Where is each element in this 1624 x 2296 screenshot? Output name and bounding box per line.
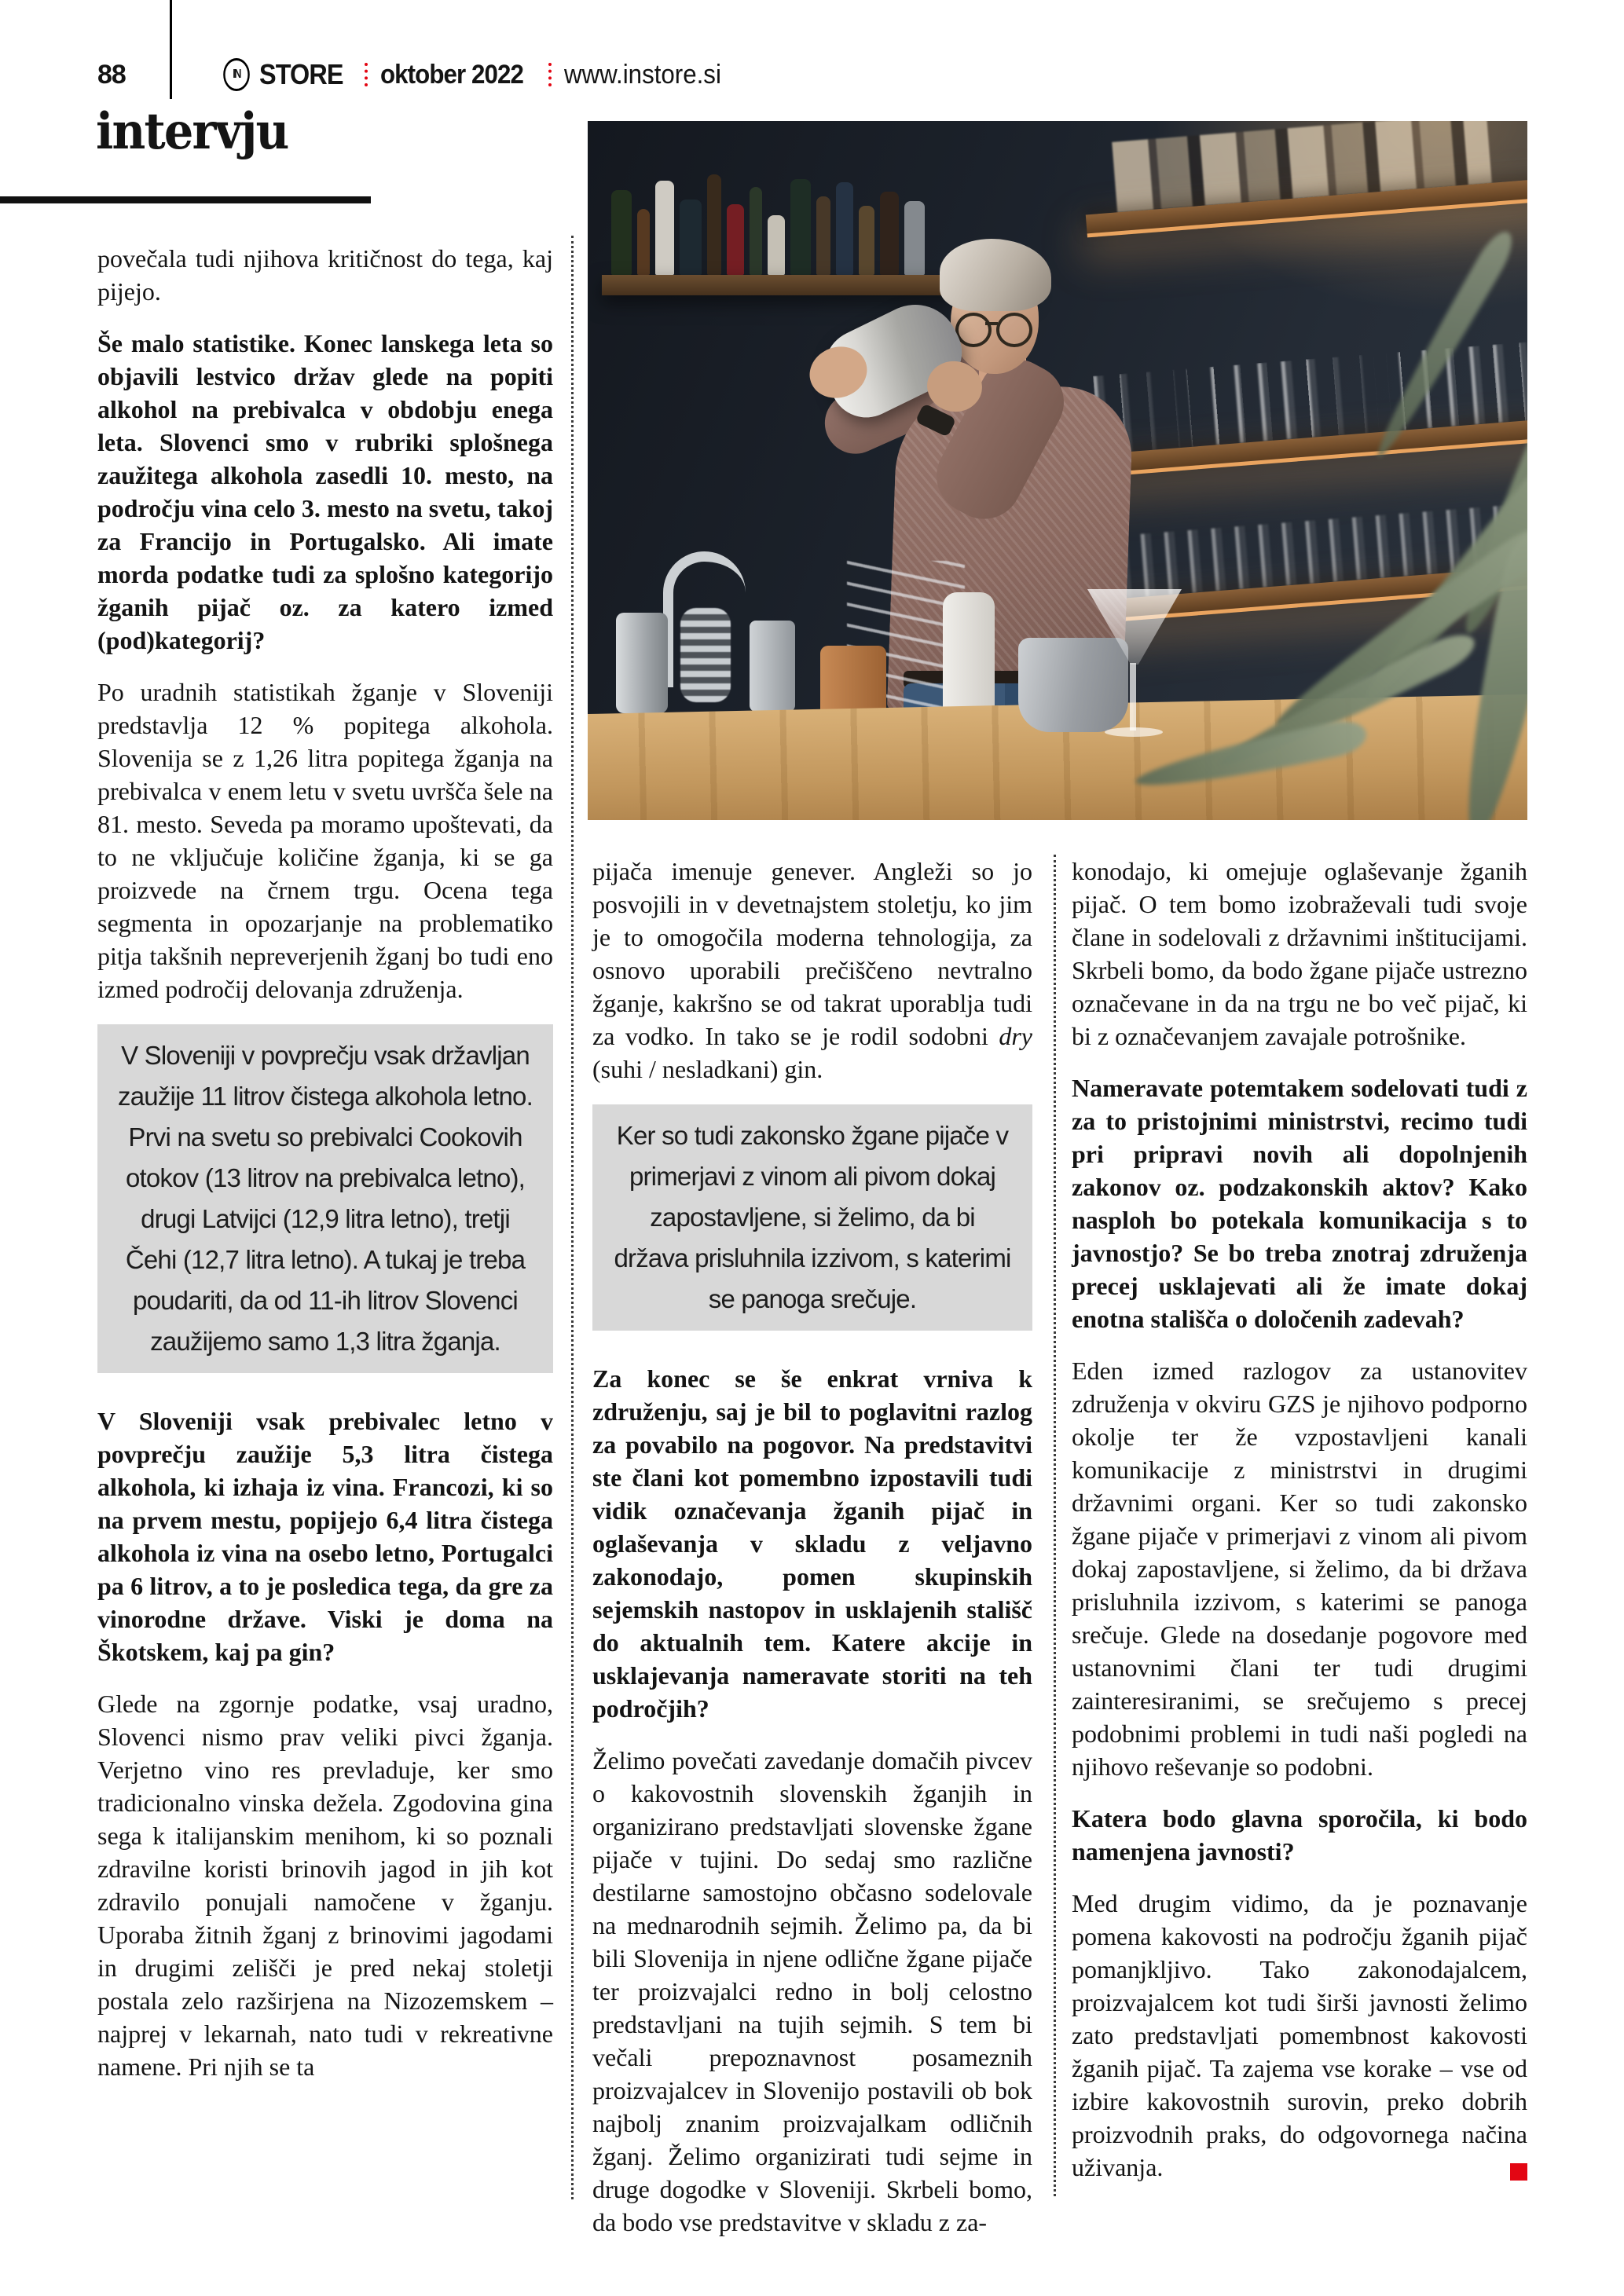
photo-bottle bbox=[816, 196, 830, 275]
article-end-mark bbox=[1510, 2163, 1527, 2181]
photo-martini-glass-base bbox=[1105, 727, 1163, 737]
bartender-eyeglasses-icon bbox=[955, 313, 1034, 344]
photo-martini-glass-stem bbox=[1130, 663, 1136, 731]
column-separator-dotted bbox=[571, 236, 574, 2199]
photo-bottle bbox=[637, 209, 650, 275]
italic-term: dry bbox=[999, 1022, 1032, 1050]
paragraph-text: (suhi / nesladkani) gin. bbox=[592, 1055, 823, 1083]
article-column-middle bbox=[592, 855, 1032, 2258]
paragraph bbox=[1072, 1887, 1527, 2184]
question-paragraph: Še malo statistike. Konec lanskega leta so objavili lestvico držav glede na popiti alkohol na prebivalca v obdobju enega leta. Slovenci smo v rubriki splošnega zaužitega alkohola zasedli 10. mesto, na področju vina celo 3. mesto na svetu, takoj za Francijo in Portugalsko. Ali imate morda podatke tudi za splošno kategorijo žganih pijač oz. za katero izmed (pod)kategorij? bbox=[97, 329, 553, 654]
photo-bottle bbox=[680, 200, 702, 275]
question-paragraph: V Sloveniji vsak prebivalec letno v povprečju zaužije 5,3 litra čistega alkohola, ki izhaja iz vina. Francozi, ki so na prvem mestu, popijejo 6,4 litra čistega alkohola iz vina na osebo letno, Portugalci pa 6 litrov, a to je posledica tega, da gre za vinorodne države. Viski je doma na Škotskem, kaj pa gin? bbox=[97, 1407, 553, 1666]
brand-name: STORE bbox=[259, 58, 343, 90]
section-title: intervju bbox=[96, 102, 288, 161]
paragraph: Želimo povečati zavedanje domačih pivcev o kakovostnih slovenskih žganjih in organizirano predstavljati slovenske žgane pijače v tujini. Do sedaj smo različne destilarne samostojno občasno sodelovale na mednarodnih sejmih. Želimo pa, da bi bili Slovenija in njene odlične žgane pijače ter proizvajalci redno in bolj celostno predstavljani na tujih sejmih. S tem bi večali prepoznavnost posameznih proizvajalcev in Slovenijo postavili ob bok najbolj znanim proizvajalkam odličnih žganj. Želimo organizirati tudi sejme in druge dogodke v Sloveniji. Skrbeli bomo, da bodo vse predstavitve v skladu z za- bbox=[592, 1746, 1032, 2236]
photo-bar-tin bbox=[750, 621, 795, 712]
column-separator-dotted bbox=[1054, 855, 1056, 2196]
photo-bottle bbox=[790, 179, 811, 275]
photo-bottle bbox=[880, 192, 899, 275]
section-rule bbox=[0, 196, 371, 203]
bartender-photo bbox=[588, 121, 1527, 820]
bartender-hair bbox=[940, 239, 1051, 311]
photo-white-bottle bbox=[943, 592, 995, 715]
paragraph-text: Med drugim vidimo, da je poznavanje pomena kakovosti na področju žganih pijač pomanjkljivo. Tako zakonodajalcem, proizvajalcem kot tudi širši javnosti želimo zato predstavljati pomembnost kakovosti žganih pijač. Ta zajema vse korake – vse od izbire kakovostnih surovin, preko dobrih proizvodnih praks, do odgovornega načina uživanja. bbox=[1072, 1889, 1527, 2181]
header-dotted-separator-icon bbox=[548, 63, 552, 86]
paragraph: povečala tudi njihova kritičnost do tega, kaj pijejo. bbox=[97, 244, 553, 306]
article-column-right bbox=[1072, 855, 1527, 2203]
pullquote-box bbox=[97, 1024, 553, 1373]
photo-bottle bbox=[836, 182, 853, 275]
pullquote-text: Ker so tudi zakonsko žgane pijače v primerjavi z vinom ali pivom dokaj zapostavljene, si želimo, da bi država prisluhnila izzivom, s katerimi se panoga srečuje. bbox=[614, 1121, 1011, 1313]
paragraph: Po uradnih statistikah žganje v Sloveniji predstavlja 12 % popitega alkohola. Slovenija se z 1,26 litra popitega žganja na prebivalca v enem letu v svetu uvršča šele na 81. mesto. Seveda pa moramo upoštevati, da to ne vključuje količine žganja, ki se ga proizvede na črnem trgu. Ocena tega segmenta in opozarjanje na problematiko pitja takšnih nepreverjenih žganj bo tudi eno izmed področij delovanja združenja. bbox=[97, 678, 553, 1003]
photo-bar-tin bbox=[616, 613, 668, 713]
header-divider-line bbox=[170, 0, 172, 99]
paragraph bbox=[592, 855, 1032, 1086]
question-paragraph: Katera bodo glavna sporočila, ki bodo namenjena javnosti? bbox=[1072, 1804, 1527, 1866]
page-header bbox=[0, 0, 1624, 102]
paragraph-text: pijača imenuje genever. Angleži so jo posvojili in v devetnajstem stoletju, ko jim je to omogočila moderna tehnologija, za osnovo uporabili prečiščeno nevtralno žganje, kakršno se od takrat uporablja tudi za vodko. In tako se je rodil sodobni bbox=[592, 857, 1032, 1050]
photo-bottle bbox=[727, 204, 744, 275]
paragraph: Eden izmed razlogov za ustanovitev združenja v okviru GZS je njihovo podporno okolje ter že vzpostavljeni kanali komunikacije z ministrstvi in drugimi državnimi organi. Ker so tudi zakonsko žgane pijače v primerjavi z vinom ali pivom dokaj zapostavljene, si želimo, da bi država prisluhnila izzivom, s katerimi se panoga srečuje. Glede na dosedanje pogovore med ustanovnimi člani ter tudi drugimi zainteresiranimi, se srečujemo s precej podobnimi problemi in tudi naši pogledi na njihovo reševanje so podobni. bbox=[1072, 1357, 1527, 1781]
paragraph: konodajo, ki omejuje oglaševanje žganih pijač. O tem bomo izobraževali tudi svoje člane in sodelovali z državnimi inštitucijami. Skrbeli bomo, da bodo žgane pijače ustrezno označevane in da na trgu ne bo več pijač, ki bi z označevanjem zavajale potrošnike. bbox=[1072, 857, 1527, 1050]
photo-bottle bbox=[707, 174, 721, 275]
article-column-left bbox=[97, 242, 553, 2102]
photo-bottle bbox=[768, 215, 785, 275]
paragraph: Glede na zgornje podatke, vsaj uradno, Slovenci nismo prav veliki pivci žganja. Verjetno vino res prevladuje, ker smo tradicionalno vinska dežela. Zgodovina gina sega k italijanskim menihom, ki so poznali zdravilne koristi brinovih jagod in jih kot zdravilo ponujali namočene v žganju. Uporaba žitnih žganj z brinovimi jagodami in drugimi zelišči je pred nekaj stoletji postala zelo razširjena na Nizozemskem – najprej v lekarnah, nato tudi v rekreativne namene. Pri njih se ta bbox=[97, 1690, 553, 2081]
instore-logo-mark-icon: IN bbox=[223, 58, 250, 91]
question-paragraph: Nameravate potemtakem sodelovati tudi z za to pristojnimi ministrstvi, recimo tudi pri pripravi novih ali dopolnjenih zakonov oz. podzakonskih aktov? Kako nasploh bo potekala komunikacija s to javnostjo? Se bo treba znotraj združenja precej usklajevati ali že imate dokaj enotna stališča o določenih zadevah? bbox=[1072, 1074, 1527, 1333]
photo-bottle bbox=[904, 201, 925, 275]
header-brand-row bbox=[220, 58, 735, 91]
photo-faucet-hose bbox=[680, 608, 731, 702]
page-number: 88 bbox=[97, 60, 126, 90]
photo-bottle bbox=[750, 187, 762, 275]
website-url: www.instore.si bbox=[564, 59, 722, 90]
question-paragraph: Za konec se še enkrat vrniva k združenju, saj je bil to poglavitni razlog za povabilo na pogovor. Na predstavitvi ste člani kot pomembno izpostavili tudi vidik označevanja žganih pijač in oglaševanja v skladu z veljavno zakonodajo, pomen skupinskih sejemskih nastopov in usklajenih stališč do aktualnih tem. Katere akcije in usklajevanja nameravate storiti na teh področjih? bbox=[592, 1364, 1032, 1723]
pullquote-box bbox=[592, 1104, 1032, 1331]
photo-bottle bbox=[611, 190, 632, 275]
pullquote-text: V Sloveniji v povprečju vsak državljan zaužije 11 litrov čistega alkohola letno. Prvi na svetu so prebivalci Cookovih otokov (13 litrov na prebivalca letno), drugi Latvijci (12,9 litra letno), tretji Čehi (12,7 litra letno). A tukaj je treba poudariti, da od 11-ih litrov Slovenci zaužijemo samo 1,3 litra žganja. bbox=[118, 1041, 533, 1356]
photo-steel-pitcher bbox=[1018, 638, 1128, 732]
issue-date: oktober 2022 bbox=[380, 59, 524, 90]
photo-bottle bbox=[859, 206, 874, 275]
header-dotted-separator-icon bbox=[365, 63, 368, 86]
photo-bottle bbox=[655, 181, 674, 275]
